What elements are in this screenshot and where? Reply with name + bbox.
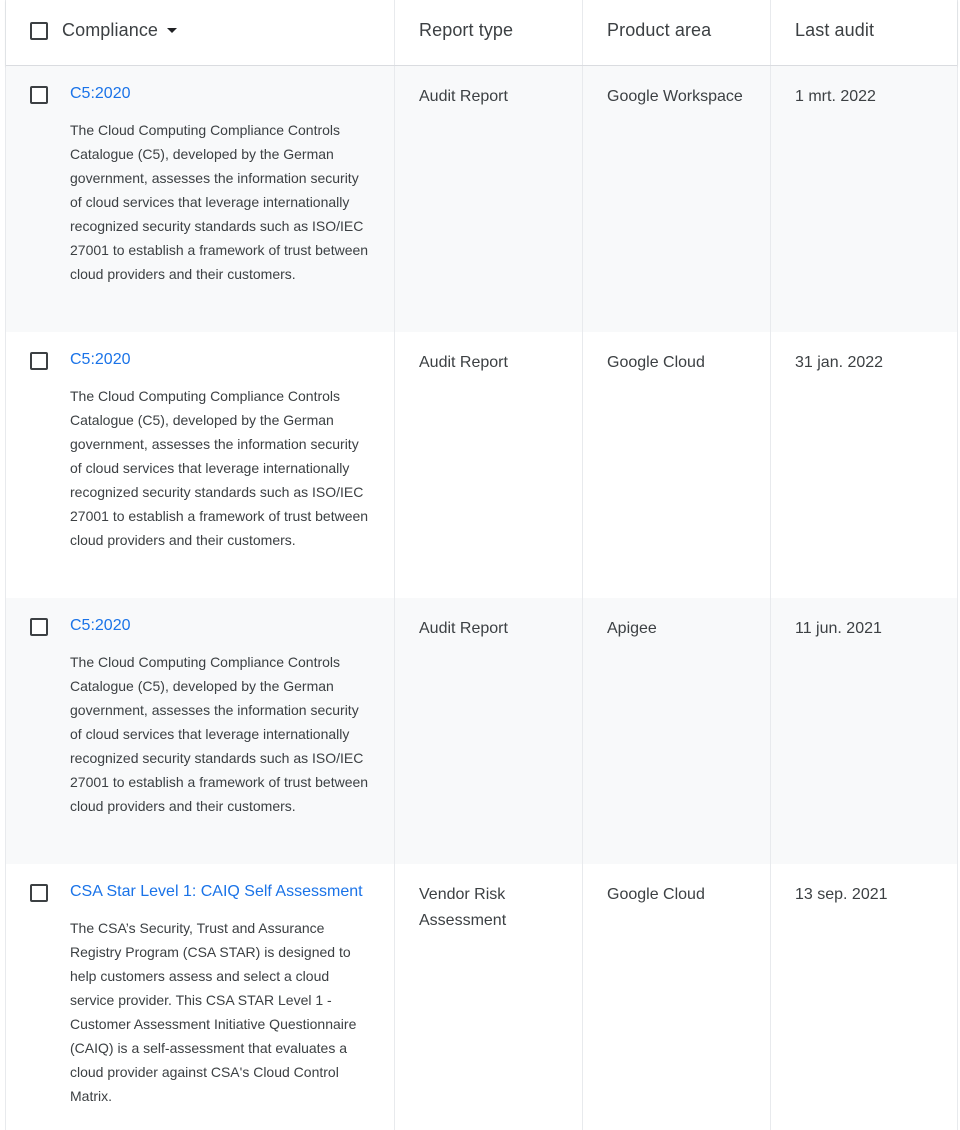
report-type-value: Audit Report — [419, 354, 508, 371]
compliance-cell — [6, 66, 394, 332]
compliance-cell — [6, 332, 394, 598]
sort-caret-down-icon[interactable] — [167, 28, 177, 33]
row-checkbox[interactable] — [30, 86, 48, 104]
row-checkbox[interactable] — [30, 618, 48, 636]
report-type-cell — [394, 332, 582, 598]
table-row — [6, 864, 957, 1130]
report-title-link[interactable]: C5:2020 — [70, 351, 131, 368]
last-audit-cell — [770, 66, 957, 332]
product-area-value: Google Cloud — [607, 354, 705, 371]
last-audit-value: 11 jun. 2021 — [795, 620, 882, 637]
header-last-audit-cell — [770, 0, 957, 65]
report-type-value: Vendor Risk Assessment — [419, 886, 507, 929]
header-product-area-label: Product area — [607, 20, 712, 40]
last-audit-value: 13 sep. 2021 — [795, 886, 888, 903]
last-audit-cell — [770, 598, 957, 864]
report-description: The Cloud Computing Compliance Controls Catalogue (C5), developed by the German government, assesses the information security of cloud services that leverage internationally recognized security standards such as ISO/IEC 27001 to establish a framework of trust between cloud providers and their customers. — [70, 654, 369, 814]
row-checkbox[interactable] — [30, 884, 48, 902]
product-area-value: Apigee — [607, 620, 657, 637]
compliance-cell — [6, 864, 394, 1130]
header-compliance-cell[interactable] — [6, 0, 394, 65]
report-description: The CSA’s Security, Trust and Assurance Registry Program (CSA STAR) is designed to help customers assess and select a cloud service provider. This CSA STAR Level 1 - Customer Assessment Initiative Questionnaire (CAIQ) is a self-assessment that evaluates a cloud provider against CSA's Cloud Control Matrix. — [70, 920, 357, 1104]
product-area-value: Google Workspace — [607, 88, 743, 105]
report-type-cell — [394, 864, 582, 1130]
product-area-cell — [582, 332, 770, 598]
report-title-link[interactable]: CSA Star Level 1: CAIQ Self Assessment — [70, 883, 363, 900]
table-header — [6, 0, 957, 66]
report-description: The Cloud Computing Compliance Controls Catalogue (C5), developed by the German government, assesses the information security of cloud services that leverage internationally recognized security standards such as ISO/IEC 27001 to establish a framework of trust between cloud providers and their customers. — [70, 122, 369, 282]
report-type-cell — [394, 66, 582, 332]
table-row — [6, 598, 957, 864]
report-type-cell — [394, 598, 582, 864]
table-row — [6, 66, 957, 332]
report-type-value: Audit Report — [419, 88, 508, 105]
header-product-area-cell — [582, 0, 770, 65]
last-audit-value: 1 mrt. 2022 — [795, 88, 876, 105]
last-audit-cell — [770, 332, 957, 598]
report-title-link[interactable]: C5:2020 — [70, 85, 131, 102]
header-report-type-label: Report type — [419, 20, 514, 40]
header-compliance-label[interactable]: Compliance — [62, 20, 159, 40]
last-audit-value: 31 jan. 2022 — [795, 354, 884, 371]
product-area-cell — [582, 598, 770, 864]
compliance-reports-table — [5, 0, 958, 1130]
report-description: The Cloud Computing Compliance Controls Catalogue (C5), developed by the German government, assesses the information security of cloud services that leverage internationally recognized security standards such as ISO/IEC 27001 to establish a framework of trust between cloud providers and their customers. — [70, 388, 369, 548]
report-title-link[interactable]: C5:2020 — [70, 617, 131, 634]
last-audit-cell — [770, 864, 957, 1130]
header-last-audit-label: Last audit — [795, 20, 875, 40]
compliance-cell — [6, 598, 394, 864]
header-report-type-cell — [394, 0, 582, 65]
report-type-value: Audit Report — [419, 620, 508, 637]
product-area-cell — [582, 66, 770, 332]
product-area-cell — [582, 864, 770, 1130]
row-checkbox[interactable] — [30, 352, 48, 370]
product-area-value: Google Cloud — [607, 886, 705, 903]
select-all-checkbox[interactable] — [30, 22, 48, 40]
table-row — [6, 332, 957, 598]
